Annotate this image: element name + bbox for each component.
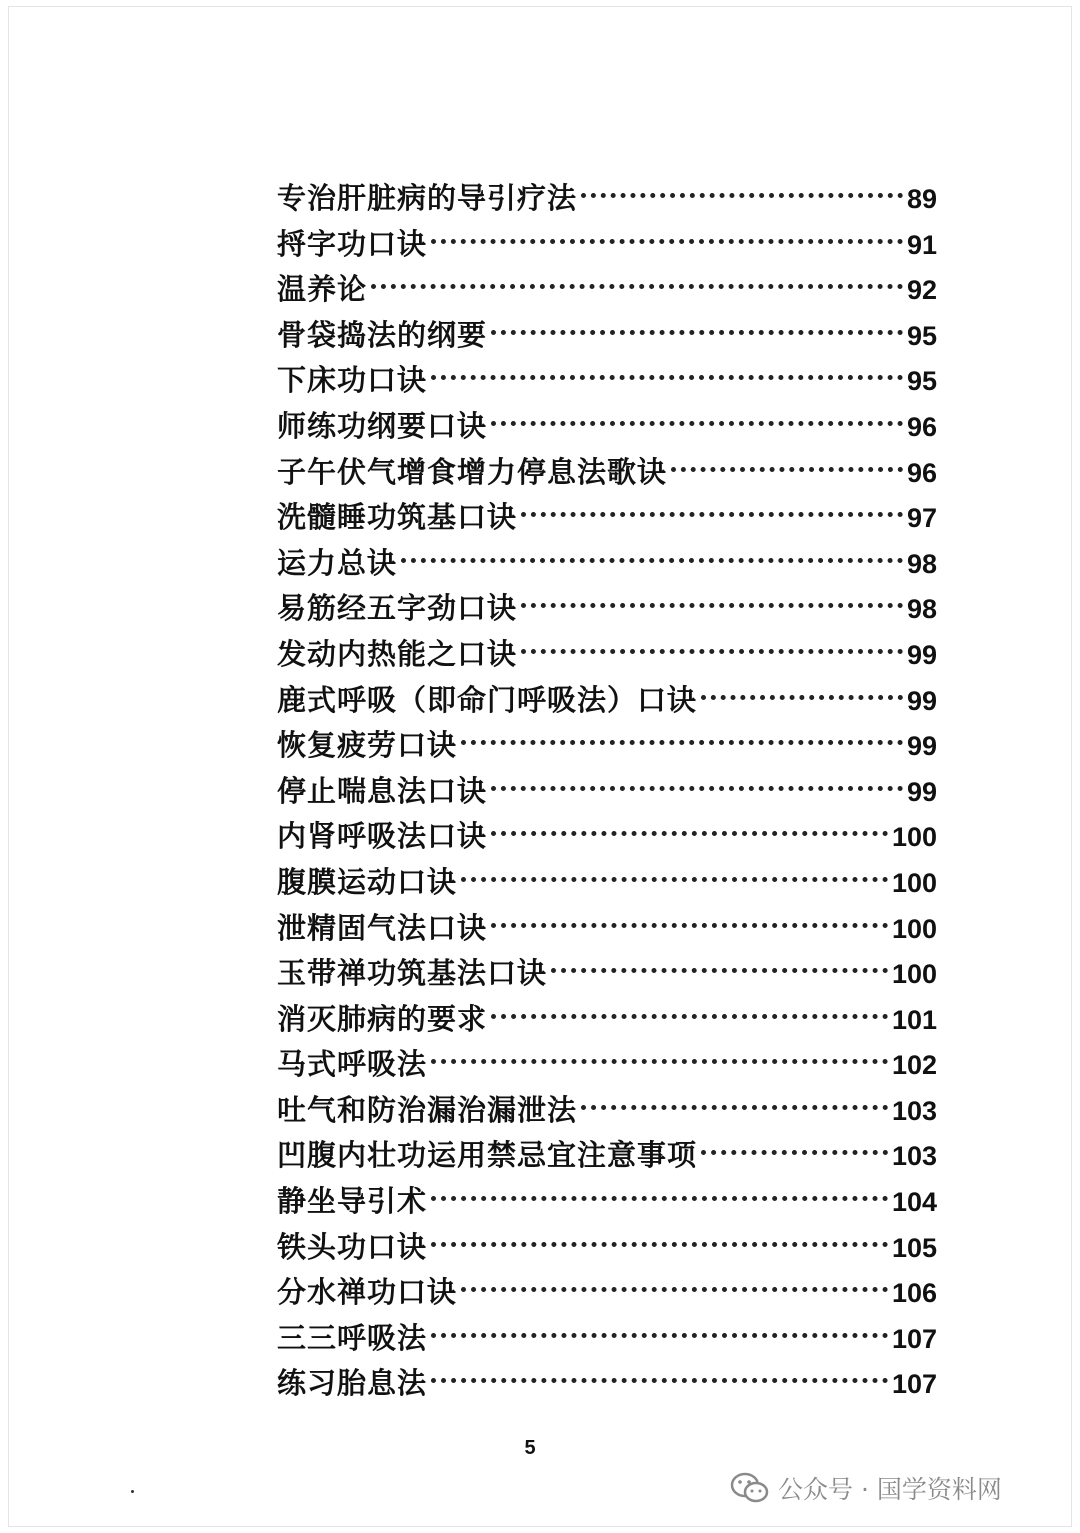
toc-entry: [277, 267, 937, 313]
toc-entry-page: 104: [891, 1187, 937, 1218]
toc-dot-leader: [491, 831, 888, 836]
toc-entry-title: 凹腹内壮功运用禁忌宜注意事项: [277, 1138, 698, 1173]
toc-entry: [277, 1225, 937, 1271]
toc-entry-title: 鹿式呼吸（即命门呼吸法）口诀: [277, 682, 698, 717]
toc-entry-page: 95: [906, 366, 937, 397]
toc-entry: [277, 906, 937, 952]
stray-mark: [131, 1490, 134, 1493]
toc-dot-leader: [701, 695, 903, 700]
toc-entry: [277, 313, 937, 359]
toc-entry-page: 91: [906, 229, 937, 260]
toc-dot-leader: [671, 467, 903, 472]
toc-entry-title: 消灭肺病的要求: [277, 1001, 488, 1036]
toc-dot-leader: [491, 421, 903, 426]
toc-entry-title: 分水禅功口诀: [277, 1275, 458, 1310]
toc-entry: [277, 541, 937, 587]
toc-entry-page: 92: [906, 275, 937, 306]
toc-dot-leader: [701, 1150, 888, 1155]
toc-dot-leader: [431, 1333, 888, 1338]
table-of-contents: [277, 176, 937, 1407]
toc-dot-leader: [491, 330, 903, 335]
toc-entry-page: 98: [906, 548, 937, 579]
toc-dot-leader: [461, 740, 903, 745]
toc-entry-title: 洗髓睡功筑基口诀: [277, 500, 518, 535]
toc-entry: [277, 632, 937, 678]
toc-entry: [277, 678, 937, 724]
toc-entry-page: 103: [891, 1141, 937, 1172]
toc-entry: [277, 860, 937, 906]
toc-entry: [277, 951, 937, 997]
toc-dot-leader: [431, 1242, 888, 1247]
toc-entry-title: 捋字功口诀: [277, 226, 428, 261]
wechat-icon: [730, 1471, 770, 1505]
toc-entry-page: 107: [891, 1323, 937, 1354]
toc-dot-leader: [431, 1059, 888, 1064]
toc-entry-page: 99: [906, 776, 937, 807]
toc-dot-leader: [581, 193, 903, 198]
toc-dot-leader: [521, 512, 903, 517]
toc-entry: [277, 176, 937, 222]
toc-dot-leader: [461, 1287, 888, 1292]
toc-dot-leader: [431, 1196, 888, 1201]
toc-entry-page: 89: [906, 184, 937, 214]
toc-entry: [277, 1270, 937, 1316]
toc-entry: [277, 814, 937, 860]
toc-dot-leader: [491, 1014, 888, 1019]
toc-entry-title: 三三呼吸法: [277, 1320, 428, 1355]
toc-entry: [277, 404, 937, 450]
toc-entry: [277, 1361, 937, 1407]
toc-entry-title: 子午伏气增食增力停息法歌诀: [277, 454, 668, 489]
toc-entry-title: 铁头功口诀: [277, 1229, 428, 1264]
watermark: [730, 1470, 1002, 1506]
toc-entry-title: 专治肝脏病的导引疗法: [277, 181, 578, 215]
toc-entry-title: 马式呼吸法: [277, 1047, 428, 1082]
toc-entry-title: 温养论: [277, 272, 368, 307]
toc-entry-page: 95: [906, 320, 937, 351]
toc-entry-page: 100: [891, 913, 937, 944]
toc-dot-leader: [581, 1105, 888, 1110]
toc-entry-page: 107: [891, 1369, 937, 1400]
toc-dot-leader: [431, 375, 903, 380]
toc-entry-title: 停止喘息法口诀: [277, 773, 488, 808]
toc-entry-page: 101: [891, 1004, 937, 1035]
toc-entry: [277, 222, 937, 268]
toc-entry: [277, 1179, 937, 1225]
watermark-text: 公众号 · 国学资料网: [778, 1475, 1002, 1504]
toc-entry-page: 100: [891, 822, 937, 853]
toc-dot-leader: [371, 284, 903, 289]
toc-entry-page: 100: [891, 867, 937, 898]
toc-entry-title: 发动内热能之口诀: [277, 636, 518, 671]
toc-entry-page: 97: [906, 503, 937, 534]
toc-entry-title: 运力总诀: [277, 545, 398, 580]
toc-entry-title: 骨袋捣法的纲要: [277, 317, 488, 352]
toc-dot-leader: [461, 877, 888, 882]
toc-dot-leader: [551, 968, 888, 973]
toc-entry: [277, 450, 937, 496]
toc-entry: [277, 1316, 937, 1362]
toc-entry: [277, 1088, 937, 1134]
toc-entry-title: 内肾呼吸法口诀: [277, 819, 488, 854]
toc-dot-leader: [491, 786, 903, 791]
page-number: 5: [524, 1437, 536, 1459]
toc-entry: [277, 1133, 937, 1179]
toc-entry: [277, 769, 937, 815]
toc-entry: [277, 495, 937, 541]
toc-entry-page: 99: [906, 685, 937, 716]
toc-entry-title: 泄精固气法口诀: [277, 910, 488, 945]
toc-entry-title: 腹膜运动口诀: [277, 864, 458, 899]
toc-dot-leader: [491, 923, 888, 928]
toc-entry: [277, 997, 937, 1043]
toc-entry-title: 恢复疲劳口诀: [277, 728, 458, 763]
toc-entry: [277, 358, 937, 404]
toc-entry-title: 练习胎息法: [277, 1366, 428, 1401]
toc-entry-page: 102: [891, 1050, 937, 1081]
toc-dot-leader: [401, 558, 903, 563]
toc-entry-page: 100: [891, 959, 937, 990]
toc-entry-title: 玉带禅功筑基法口诀: [277, 956, 548, 991]
toc-dot-leader: [521, 649, 903, 654]
toc-entry-page: 99: [906, 639, 937, 670]
toc-entry-title: 下床功口诀: [277, 363, 428, 398]
toc-entry-page: 106: [891, 1278, 937, 1309]
toc-entry-title: 易筋经五字劲口诀: [277, 591, 518, 626]
toc-dot-leader: [431, 239, 903, 244]
toc-entry-title: 静坐导引术: [277, 1184, 428, 1219]
toc-entry-page: 99: [906, 731, 937, 762]
toc-entry: [277, 723, 937, 769]
toc-entry: [277, 586, 937, 632]
toc-entry-title: 吐气和防治漏治漏泄法: [277, 1092, 578, 1127]
toc-entry-title: 师练功纲要口诀: [277, 408, 488, 443]
toc-entry: [277, 1042, 937, 1088]
toc-entry-page: 105: [891, 1232, 937, 1263]
toc-dot-leader: [521, 603, 903, 608]
toc-entry-page: 96: [906, 457, 937, 488]
toc-dot-leader: [431, 1378, 888, 1383]
toc-entry-page: 98: [906, 594, 937, 625]
toc-entry-page: 96: [906, 411, 937, 442]
toc-entry-page: 103: [891, 1095, 937, 1126]
